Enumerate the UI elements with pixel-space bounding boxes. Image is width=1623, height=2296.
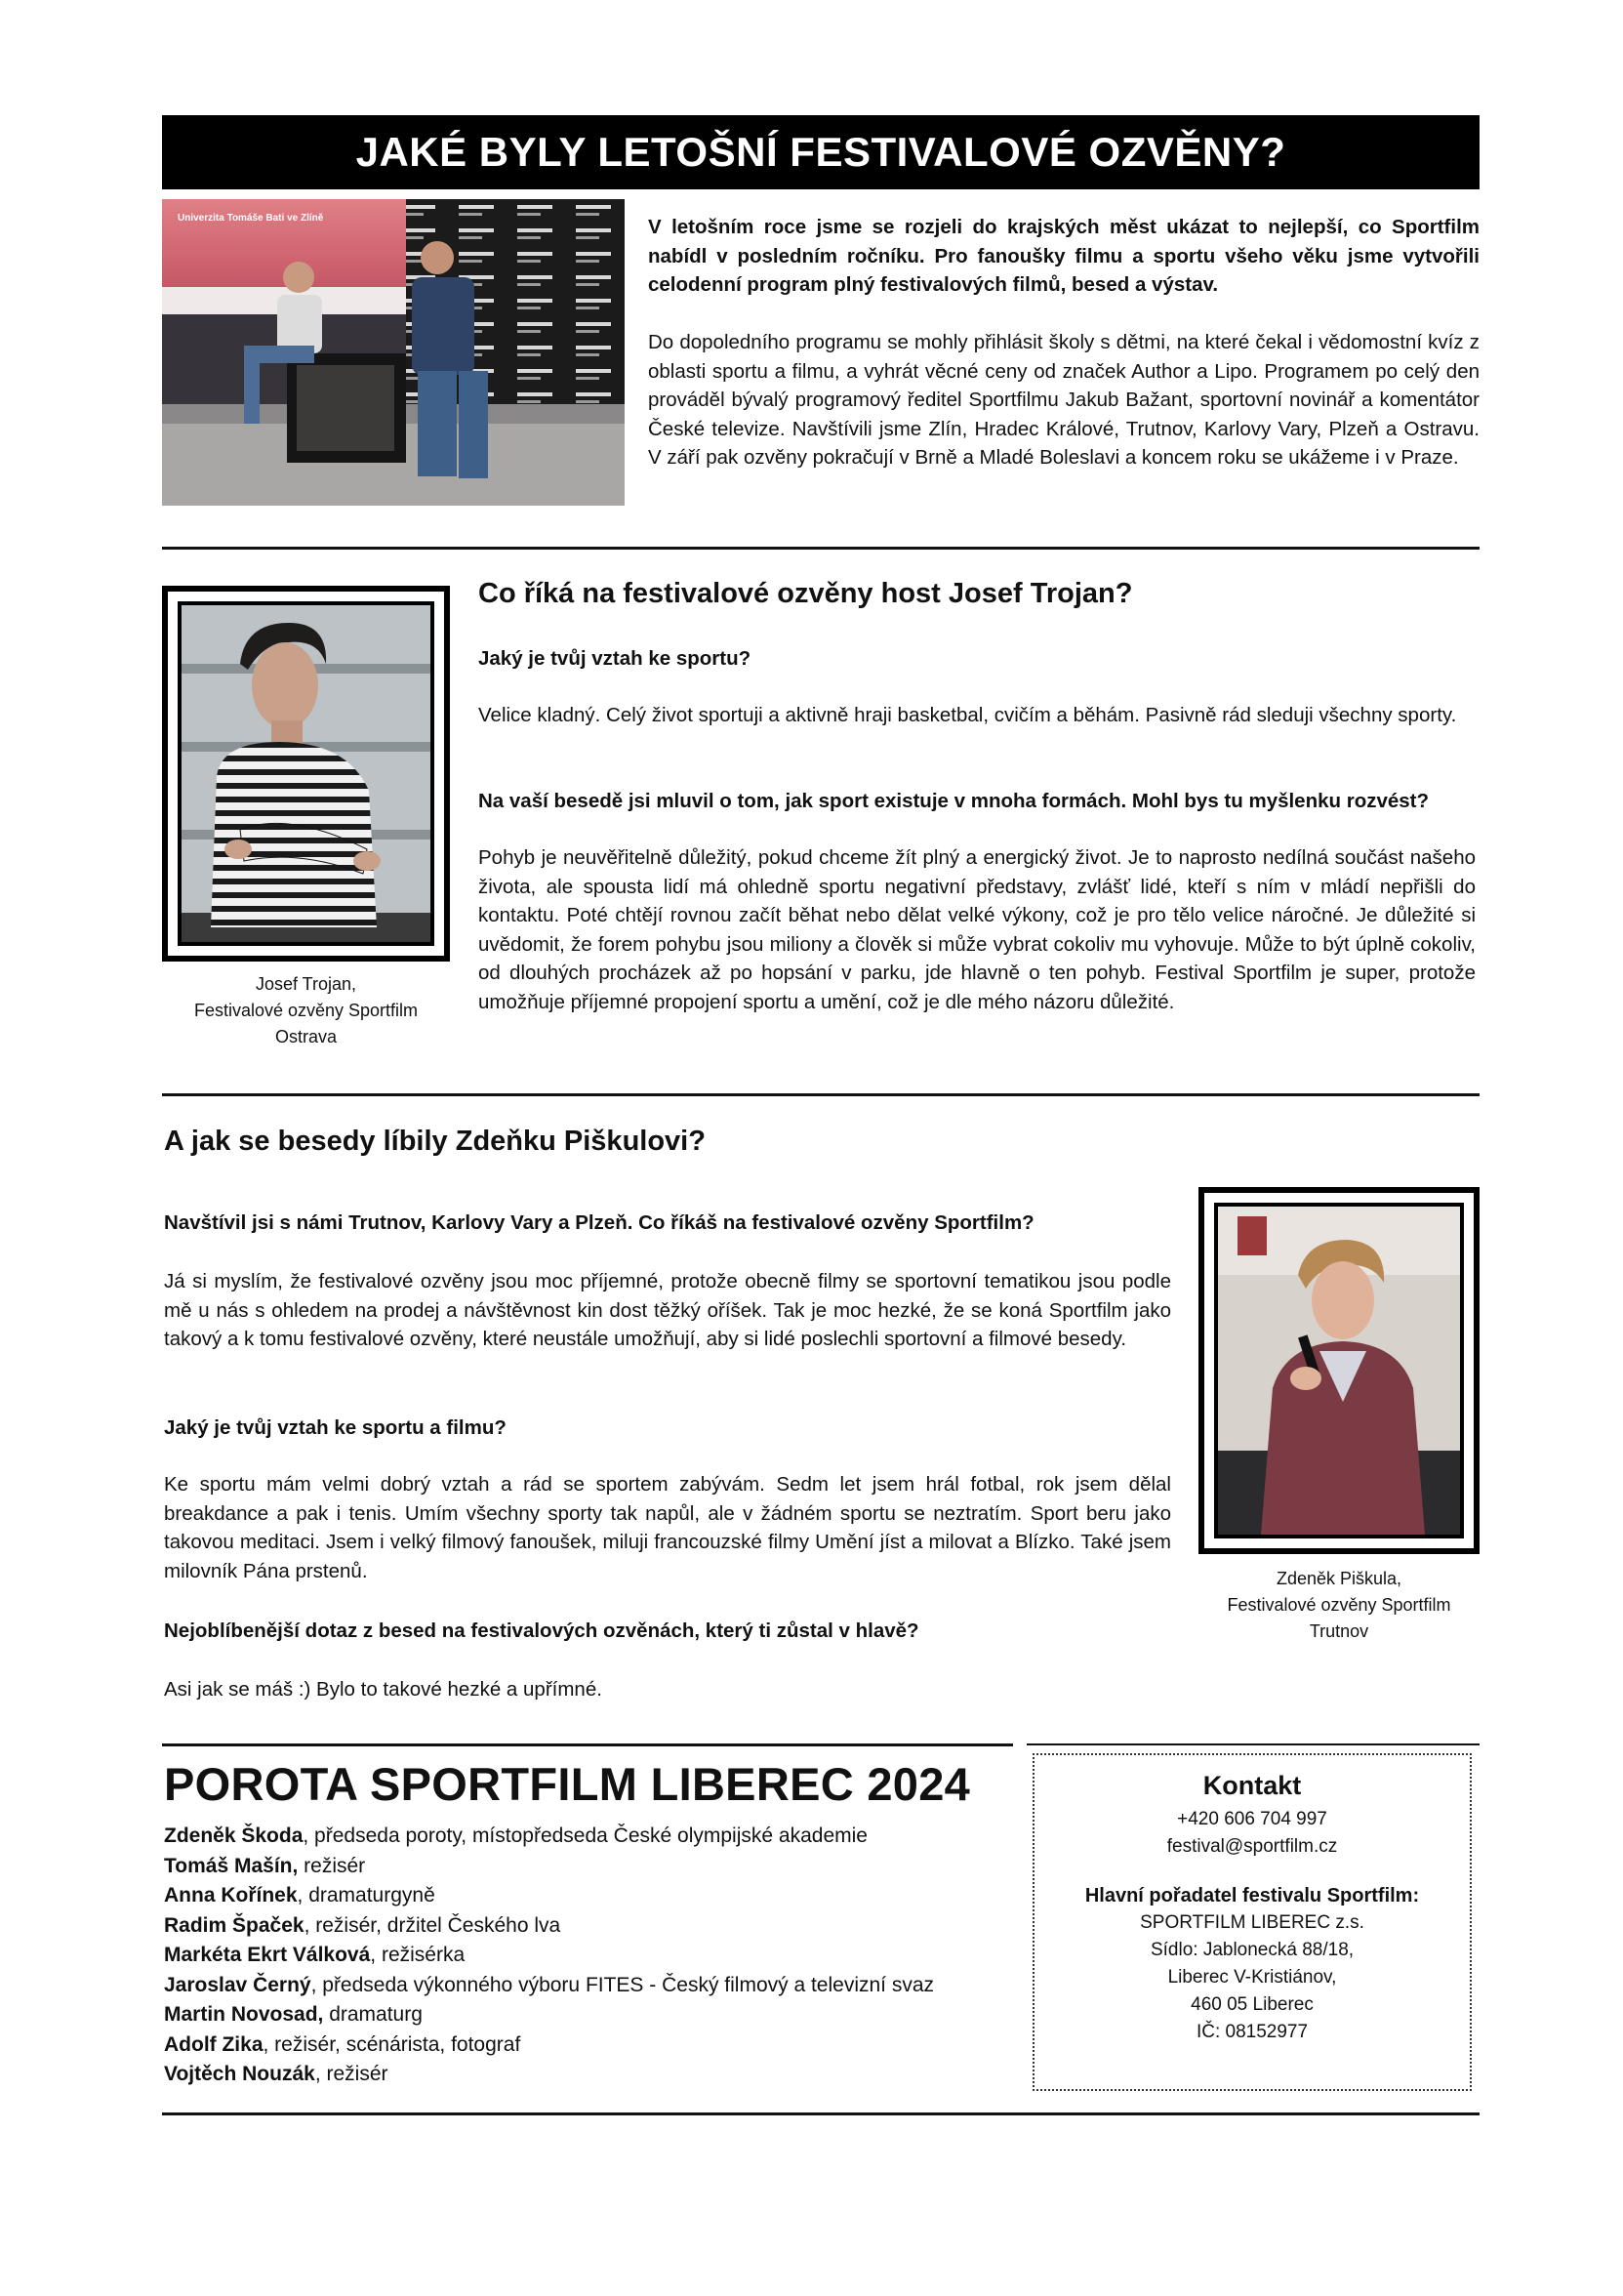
piskula-answer-2: Ke sportu mám velmi dobrý vztah a rád se sportem zabývám. Sedm let jsem hrál fotbal, rok jsem dělal breakdance a pak i tenis. Umím všechny sporty tak napůl, ale v žádném sportu se neztratím. Sport beru jako takovou meditaci. Jsem i velký filmový fanoušek, miluji francouzské filmy Umění jíst a milovat a Blízko. Také jsem milovník Pána prstenů. <box>164 1473 1171 1582</box>
jury-list <box>164 1822 1023 2090</box>
bottom-rule <box>162 2112 1480 2115</box>
piskula-heading: A jak se besedy líbily Zdeňku Piškulovi? <box>164 1126 706 1157</box>
jury-member-name: Tomáš Mašín, <box>164 1854 299 1877</box>
jury-member-role: režisér <box>298 1854 366 1877</box>
trojan-answer-2: Pohyb je neuvěřitelně důležitý, pokud chceme žít plný a energický život. Je to naprosto nedílná součást našeho života, ale spousta lidí má ohledně sportu negativní představy, zvlášť lidé, kteří s ním v mládí nepřišli do kontaktu. Poté chtějí rovnou začít běhat nebo dělat velké výkony, což je pro tělo velice náročné. Je důležité si uvědomit, že forem pohybu jsou miliony a člověk si může vybrat cokoliv mu vyhovuje. Může to být úplně cokoliv, od dlouhých procházek až po hopsání v parku, jde hlavně o ten pohyb. Festival Sportfilm je super, protože umožňuje příjemné propojení sportu a umění, což je dle mého názoru důležité. <box>478 846 1476 1013</box>
jury-member <box>164 1852 1023 1882</box>
contact-box <box>1033 1753 1472 2091</box>
jury-top-rule <box>162 1743 1013 1746</box>
trojan-caption-line: Josef Trojan, <box>255 974 357 994</box>
intro-body: Do dopoledního programu se mohly přihlásit školy s dětmi, na které čekal i vědomostní kvíz z oblasti sportu a filmu, a vyhrát věcné ceny od značek Author a Lipo. Programem po celý den prováděl bývalý programový ředitel Sportfilmu Jakub Bažant, sportovní novinář a komentátor České televize. Navštívili jsme Zlín, Hradec Králové, Trutnov, Karlovy Vary, Plzeň a Ostravu. V září pak ozvěny pokračují v Brně a Mladé Boleslavi a koncem roku se ukážeme i v Praze. <box>648 331 1480 469</box>
page-banner-title: JAKÉ BYLY LETOŠNÍ FESTIVALOVÉ OZVĚNY? <box>162 115 1480 189</box>
organizer-line: IČ: 08152977 <box>1196 2022 1309 2042</box>
piskula-photo-frame <box>1198 1187 1480 1554</box>
trojan-photo-frame <box>162 586 450 962</box>
jury-member-name: Radim Špaček <box>164 1913 304 1937</box>
piskula-question-2: Jaký je tvůj vztah ke sportu a filmu? <box>164 1416 507 1439</box>
intro-lead: V letošním roce jsme se rozjeli do krajských měst ukázat to nejlepší, co Sportfilm nabídl v posledním ročníku. Pro fanoušky filmu a sportu všeho věku jsme vytvořili celodenní program plný festivalových filmů, besed a výstav. <box>648 216 1480 296</box>
piskula-caption-line: Festivalové ozvěny Sportfilm <box>1227 1595 1451 1615</box>
trojan-question-2: Na vaší besedě jsi mluvil o tom, jak sport existuje v mnoha formách. Mohl bys tu myšlenku rozvést? <box>478 790 1430 812</box>
trojan-caption-line: Festivalové ozvěny Sportfilm <box>193 1001 419 1020</box>
jury-member <box>164 2060 1023 2090</box>
piskula-photo <box>1214 1203 1464 1538</box>
section-divider <box>162 1093 1480 1096</box>
jury-member <box>164 1971 1023 2001</box>
trojan-question-1: Jaký je tvůj vztah ke sportu? <box>478 647 751 670</box>
jury-member-name: Markéta Ekrt Válková <box>164 1944 371 1966</box>
jury-member-role: , předseda poroty, místopředseda České olympijské akademie <box>303 1824 868 1847</box>
intro-photo-screen-text: Univerzita Tomáše Bati ve Zlíně <box>178 213 324 224</box>
jury-member <box>164 1941 1023 1971</box>
jury-member-role: , předseda výkonného výboru FITES - Český filmový a televizní svaz <box>310 1973 935 1996</box>
organizer-line: Sídlo: Jablonecká 88/18, <box>1150 1940 1355 1960</box>
contact-phone[interactable]: +420 606 704 997 <box>1177 1809 1327 1829</box>
jury-member <box>164 2000 1023 2030</box>
trojan-heading: Co říká na festivalové ozvěny host Josef Trojan? <box>478 578 1133 609</box>
jury-member-role: dramaturg <box>323 2003 423 2026</box>
trojan-answer-1: Velice kladný. Celý život sportuji a aktivně hraji basketbal, cvičím a běhám. Pasivně rád sleduji všechny sporty. <box>478 704 1457 726</box>
contact-title: Kontakt <box>1202 1771 1302 1800</box>
piskula-question-3: Nejoblíbenější dotaz z besed na festivalových ozvěnách, který ti zůstal v hlavě? <box>164 1620 919 1642</box>
jury-member-role: , režisér <box>314 2063 388 2085</box>
jury-member <box>164 1911 1023 1942</box>
piskula-caption-line: Trutnov <box>1309 1621 1369 1641</box>
trojan-caption <box>162 971 450 1050</box>
jury-member-name: Anna Kořínek <box>164 1884 298 1906</box>
jury-member <box>164 1881 1023 1911</box>
jury-member-name: Zdeněk Škoda <box>164 1824 304 1847</box>
jury-member <box>164 1822 1023 1852</box>
organizer-line: 460 05 Liberec <box>1191 1994 1314 2015</box>
section-divider <box>162 547 1480 550</box>
piskula-caption-line: Zdeněk Piškula, <box>1276 1569 1402 1588</box>
piskula-question-1: Navštívil jsi s námi Trutnov, Karlovy Vary a Plzeň. Co říkáš na festivalové ozvěny Sportfilm? <box>164 1211 1035 1234</box>
jury-member-role: , režisérka <box>370 1944 466 1966</box>
contact-email[interactable]: festival@sportfilm.cz <box>1166 1836 1338 1857</box>
piskula-caption <box>1181 1566 1497 1645</box>
jury-member-role: , režisér, držitel Českého lva <box>304 1913 561 1937</box>
jury-member <box>164 2030 1023 2061</box>
organizer-line: Liberec V-Kristiánov, <box>1167 1967 1337 1988</box>
jury-member-role: , dramaturgyně <box>297 1884 435 1906</box>
trojan-caption-line: Ostrava <box>274 1027 338 1046</box>
jury-member-name: Martin Novosad, <box>164 2003 324 2026</box>
jury-member-role: , režisér, scénárista, fotograf <box>263 2032 521 2056</box>
piskula-answer-1: Já si myslím, že festivalové ozvěny jsou moc příjemné, protože obecně filmy se sportovní tematikou jsou podle mě u nás s ohledem na prodej a návštěvnost kin dost těžký oříšek. Tak je moc hezké, že se koná Sportfilm jako takový a k tomu festivalové ozvěny, které neustále umožňují, aby si lidé poslechli sportovní a filmové besedy. <box>164 1270 1171 1350</box>
jury-member-name: Adolf Zika <box>164 2032 264 2056</box>
jury-member-name: Vojtěch Nouzák <box>164 2063 315 2085</box>
piskula-answer-3: Asi jak se máš :) Bylo to takové hezké a upřímné. <box>164 1678 602 1701</box>
contact-top-rule <box>1027 1743 1480 1745</box>
jury-member-name: Jaroslav Černý <box>164 1973 311 1996</box>
organizer-title: Hlavní pořadatel festivalu Sportfilm: <box>1084 1885 1420 1906</box>
intro-photo <box>162 199 625 506</box>
jury-title: POROTA SPORTFILM LIBEREC 2024 <box>164 1758 971 1810</box>
organizer-line: SPORTFILM LIBEREC z.s. <box>1140 1912 1364 1933</box>
trojan-photo <box>178 601 434 946</box>
